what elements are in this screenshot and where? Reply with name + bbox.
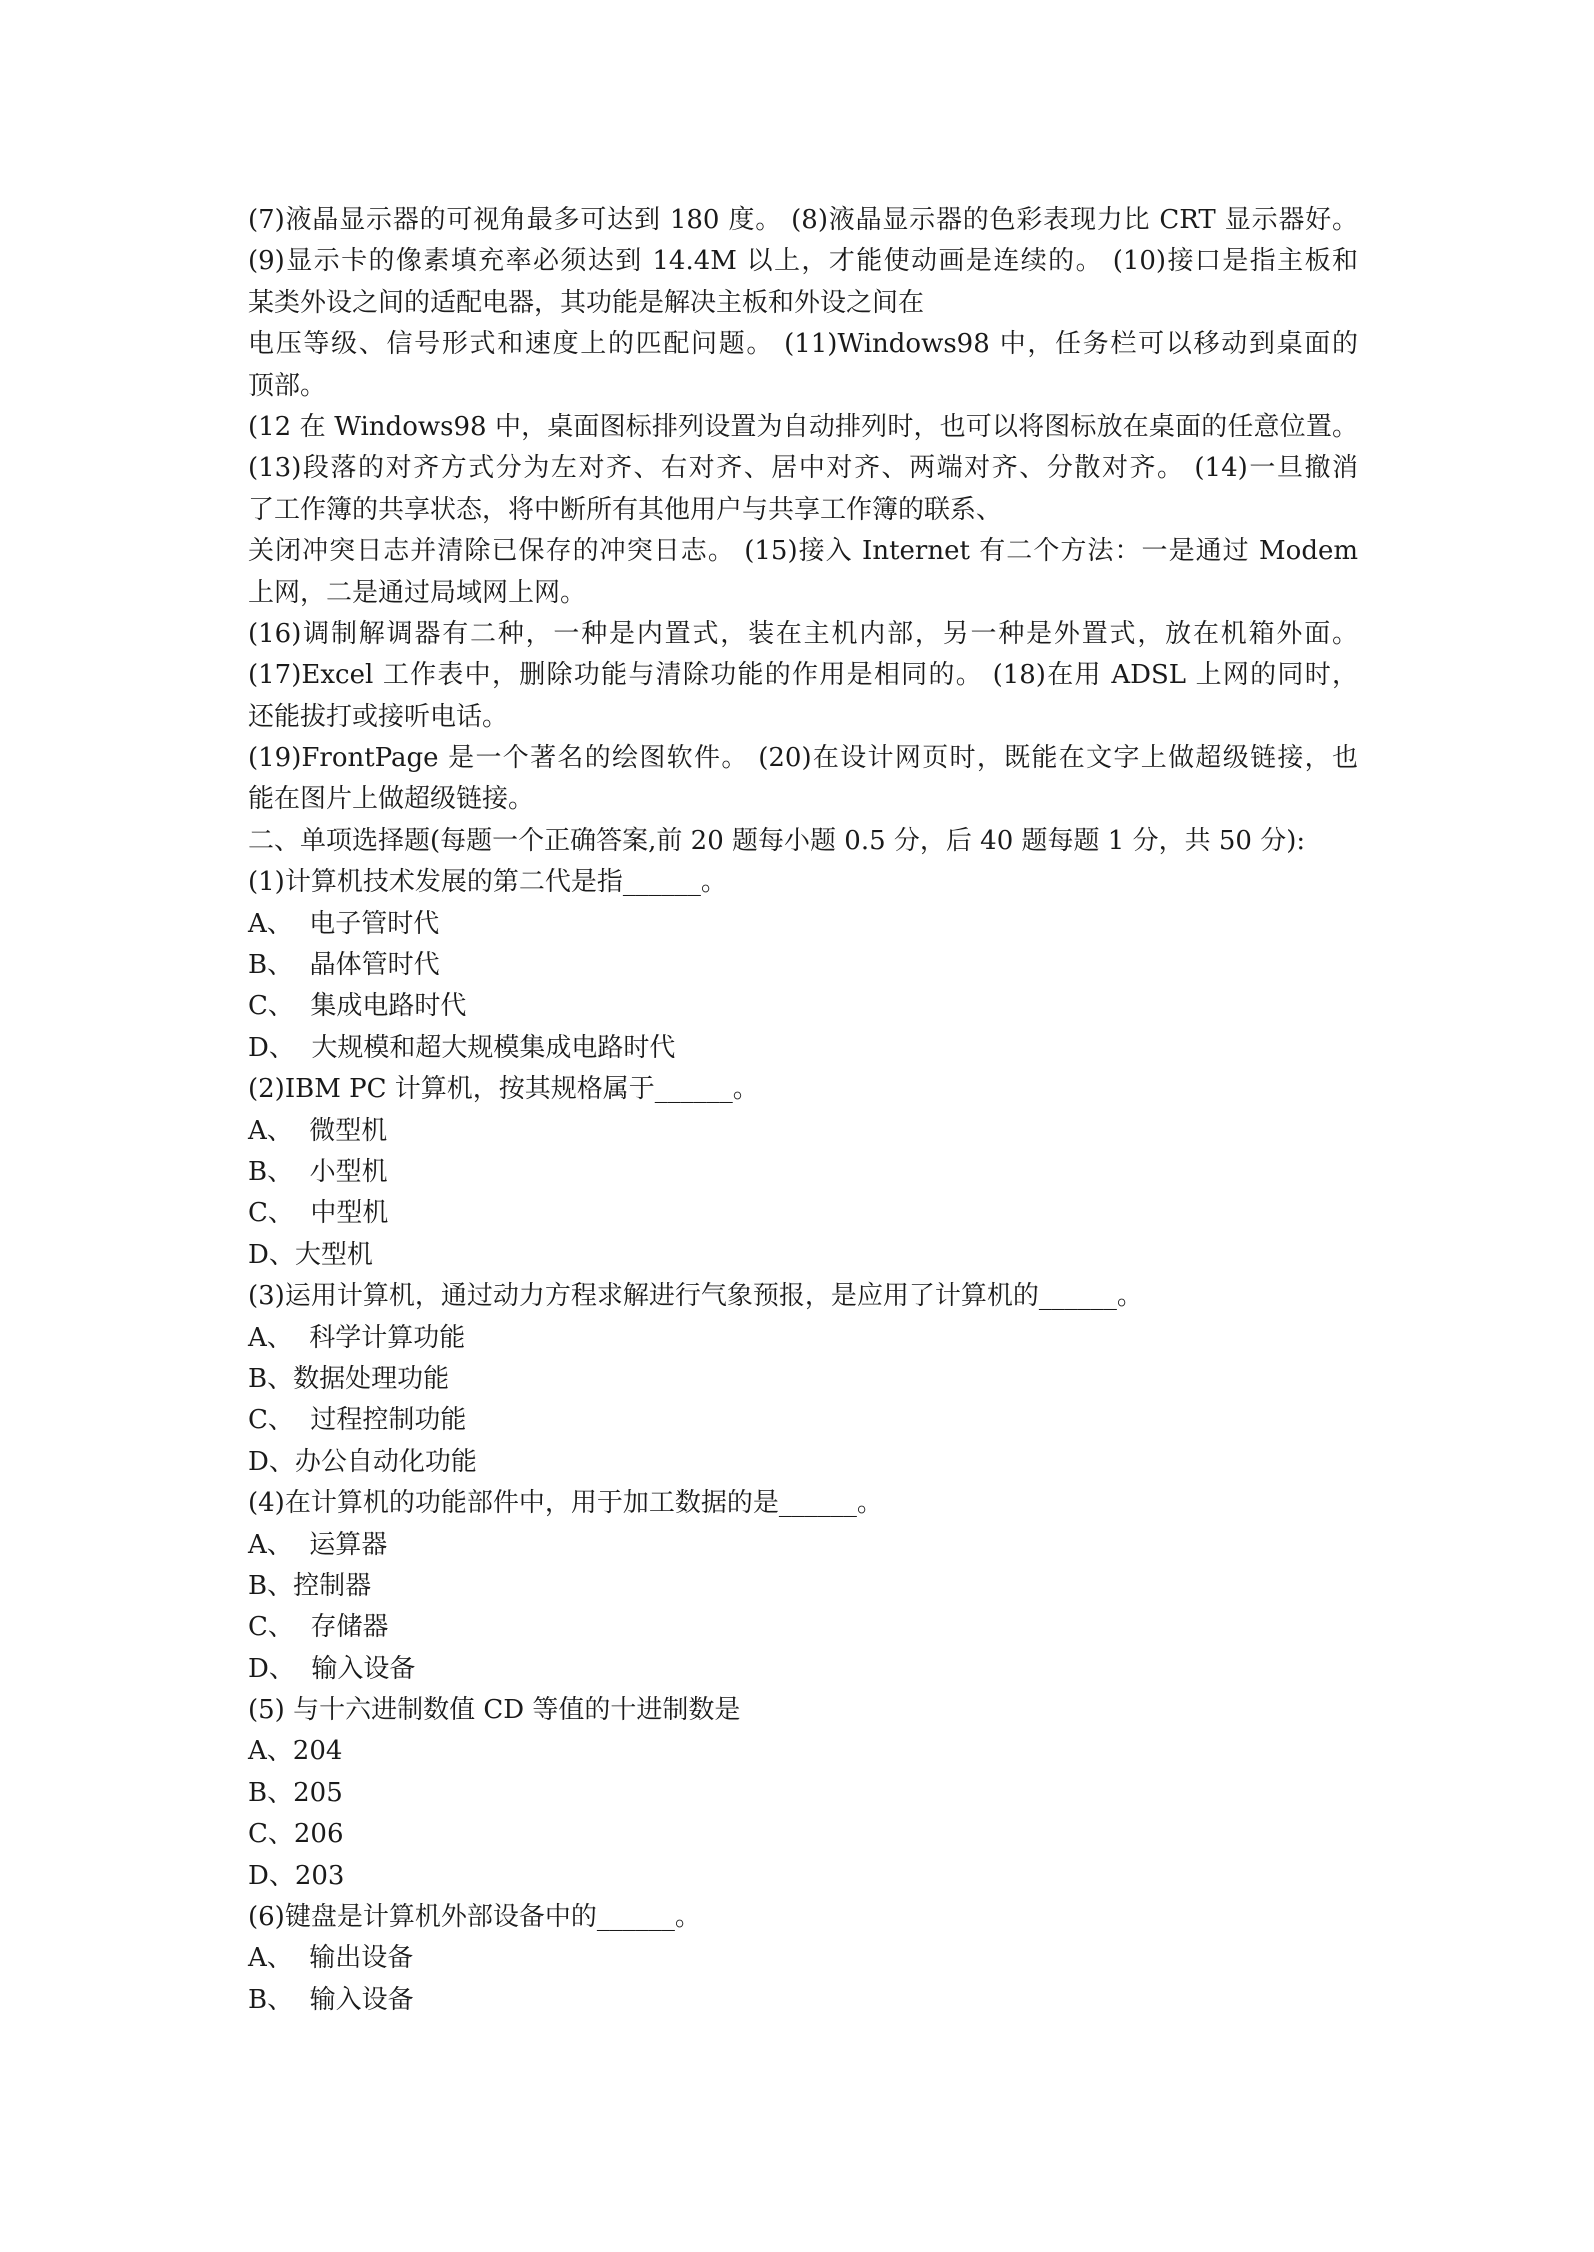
text-line-5: 顶部。 [248,370,327,401]
q1-option-b: B、 晶体管时代 [248,950,440,981]
document-page [248,200,1358,2021]
text-line-6: (12 在 Windows98 中，桌面图标排列设置为自动排列时，也可以将图标放在桌面的任意位置。 [248,411,1359,442]
text-line-1: (7)液晶显示器的可视角最多可达到 180 度。 (8)液晶显示器的色彩表现力比 CRT 显示器好。 [248,205,1358,235]
q5-option-c: C、206 [248,1819,344,1850]
text-line-7: (13)段落的对齐方式分为左对齐、右对齐、居中对齐、两端对齐、分散对齐。 (14)一旦撤消 [248,453,1358,484]
question-4: (4)在计算机的功能部件中，用于加工数据的是______。 [248,1488,883,1519]
text-line-4: 电压等级、信号形式和速度上的匹配问题。 (11)Windows98 中，任务栏可以移动到桌面的 [248,329,1358,360]
q6-option-b: B、 输入设备 [248,1984,414,2015]
q2-option-c: C、 中型机 [248,1198,389,1229]
text-line-13: 还能拔打或接听电话。 [248,701,509,732]
section-heading: 二、单项选择题(每题一个正确答案,前 20 题每小题 0.5 分，后 40 题每题 1 分，共 50 分): [248,825,1306,856]
q5-option-a: A、204 [248,1736,343,1767]
question-1: (1)计算机技术发展的第二代是指______。 [248,867,727,898]
q2-option-d: D、大型机 [248,1239,373,1270]
question-3: (3)运用计算机，通过动力方程求解进行气象预报，是应用了计算机的______。 [248,1281,1143,1312]
q3-option-b: B、数据处理功能 [248,1363,450,1394]
q4-option-b: B、控制器 [248,1570,372,1601]
q2-option-a: A、 微型机 [248,1115,388,1146]
question-2: (2)IBM PC 计算机，按其规格属于______。 [248,1074,759,1105]
text-line-12: (17)Excel 工作表中，删除功能与清除功能的作用是相同的。 (18)在用 ADSL 上网的同时， [248,660,1358,691]
q4-option-a: A、 运算器 [248,1529,388,1560]
text-line-11: (16)调制解调器有二种，一种是内置式，装在主机内部，另一种是外置式，放在机箱外面。 [248,618,1358,649]
q3-option-d: D、办公自动化功能 [248,1446,477,1477]
q1-option-c: C、 集成电路时代 [248,991,467,1022]
text-line-8: 了工作簿的共享状态，将中断所有其他用户与共享工作簿的联系、 [248,494,1003,525]
text-line-3: 某类外设之间的适配电器，其功能是解决主板和外设之间在 [248,287,925,318]
q5-option-d: D、203 [248,1860,345,1891]
q3-option-a: A、 科学计算功能 [248,1322,466,1353]
text-line-9: 关闭冲突日志并清除已保存的冲突日志。 (15)接入 Internet 有二个方法：一是通过 Modem [248,536,1358,567]
q6-option-a: A、 输出设备 [248,1943,414,1974]
q5-option-b: B、205 [248,1777,343,1808]
q4-option-c: C、 存储器 [248,1612,389,1643]
text-line-2: (9)显示卡的像素填充率必须达到 14.4M 以上，才能使动画是连续的。 (10)接口是指主板和 [248,246,1358,277]
text-line-10: 上网，二是通过局域网上网。 [248,577,587,608]
text-line-15: 能在图片上做超级链接。 [248,784,535,815]
question-6: (6)键盘是计算机外部设备中的______。 [248,1902,701,1933]
text-line-14: (19)FrontPage 是一个著名的绘图软件。 (20)在设计网页时，既能在文字上做超级链接，也 [248,743,1358,774]
question-5: (5) 与十六进制数值 CD 等值的十进制数是 [248,1695,741,1726]
q1-option-a: A、 电子管时代 [248,908,440,939]
q4-option-d: D、 输入设备 [248,1653,416,1684]
q3-option-c: C、 过程控制功能 [248,1405,467,1436]
q2-option-b: B、 小型机 [248,1156,388,1187]
q1-option-d: D、 大规模和超大规模集成电路时代 [248,1032,676,1063]
